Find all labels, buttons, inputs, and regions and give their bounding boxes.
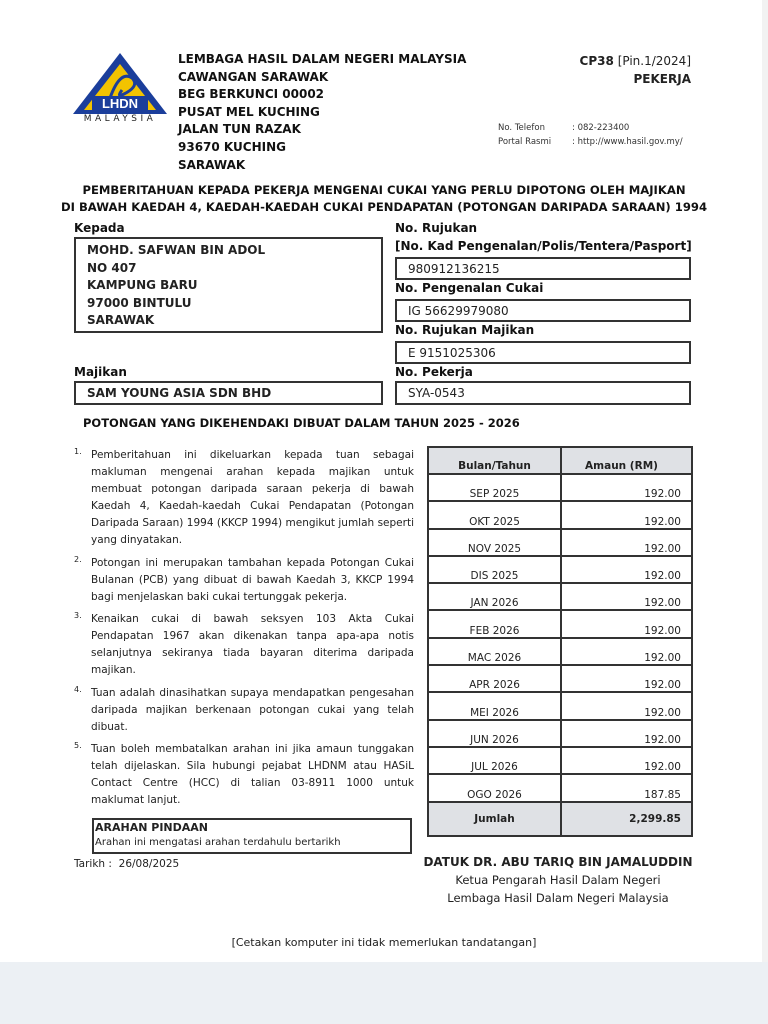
form-code bbox=[580, 52, 691, 88]
address-line: PUSAT MEL KUCHING bbox=[178, 104, 320, 119]
month-cell: APR 2026 bbox=[428, 665, 561, 692]
employer-label: Majikan bbox=[74, 365, 127, 379]
note-text: Potongan ini merupakan tambahan kepada Potongan Cukai Bulanan (PCB) yang dibuat di bawah Kaedah 3, KKCP 1994 bagi menjelaskan baki cukai tertunggak pekerja. bbox=[91, 556, 414, 603]
form-code-id: CP38 bbox=[579, 54, 614, 68]
employee-no-label: No. Pekerja bbox=[395, 365, 473, 379]
recipient-box bbox=[74, 237, 383, 333]
title-line-1: PEMBERITAHUAN KEPADA PEKERJA MENGENAI CUKAI YANG PERLU DIPOTONG OLEH MAJIKAN bbox=[82, 183, 686, 197]
amount-cell: 192.00 bbox=[561, 529, 692, 556]
signatory-title-1: Ketua Pengarah Hasil Dalam Negeri bbox=[455, 873, 661, 887]
ic-label: [No. Kad Pengenalan/Polis/Tentera/Pasport] bbox=[395, 239, 692, 253]
month-cell: SEP 2025 bbox=[428, 474, 561, 501]
employer-box bbox=[74, 381, 383, 405]
deduction-section-title: POTONGAN YANG DIKEHENDAKI DIBUAT DALAM TAHUN 2025 - 2026 bbox=[83, 416, 520, 430]
note-number: 3. bbox=[74, 611, 82, 620]
portal-link[interactable]: : http://www.hasil.gov.my/ bbox=[572, 137, 683, 147]
tax-id-box bbox=[395, 299, 691, 322]
amendment-title: ARAHAN PINDAAN bbox=[95, 821, 208, 834]
employer-ref-value: E 9151025306 bbox=[408, 346, 496, 360]
reference-label: No. Rujukan bbox=[395, 221, 478, 235]
amount-cell: 192.00 bbox=[561, 474, 692, 501]
portal-label: Portal Rasmi bbox=[498, 137, 552, 147]
note-text: Tuan boleh membatalkan arahan ini jika amaun tunggakan telah dijelaskan. Sila hubungi pejabat LHDNM atau HASiL Contact Centre (HCC) di talian 03-8911 1000 untuk maklumat lanjut. bbox=[91, 743, 414, 806]
address-line: BEG BERKUNCI 00002 bbox=[178, 87, 325, 102]
amount-cell: 192.00 bbox=[561, 610, 692, 637]
table-row bbox=[428, 692, 692, 719]
note-item bbox=[74, 685, 414, 736]
address-line: SARAWAK bbox=[178, 157, 246, 172]
issue-date bbox=[74, 858, 179, 870]
total-row bbox=[428, 802, 692, 836]
notes-list bbox=[74, 447, 414, 815]
address-line: LEMBAGA HASIL DALAM NEGERI MALAYSIA bbox=[178, 52, 467, 66]
address-line: CAWANGAN SARAWAK bbox=[178, 69, 329, 84]
address-line: JALAN TUN RAZAK bbox=[178, 122, 301, 137]
document-title bbox=[0, 182, 768, 216]
table-row bbox=[428, 638, 692, 665]
table-row bbox=[428, 474, 692, 501]
column-header-month: Bulan/Tahun bbox=[428, 447, 561, 474]
note-item bbox=[74, 741, 414, 809]
month-cell: JUL 2026 bbox=[428, 747, 561, 774]
amount-cell: 192.00 bbox=[561, 720, 692, 747]
month-cell: NOV 2025 bbox=[428, 529, 561, 556]
table-row bbox=[428, 720, 692, 747]
table-row bbox=[428, 665, 692, 692]
amount-cell: 192.00 bbox=[561, 692, 692, 719]
note-item bbox=[74, 611, 414, 679]
vertical-scrollbar[interactable] bbox=[762, 0, 768, 962]
note-text: Kenaikan cukai di bawah seksyen 103 Akta Cukai Pendapatan 1967 akan dikenakan tanpa apa-apa notis selanjutnya sekiranya tiada bayaran diterima daripada majikan. bbox=[91, 613, 414, 676]
note-number: 2. bbox=[74, 554, 82, 564]
note-number: 5. bbox=[74, 741, 82, 750]
amount-cell: 192.00 bbox=[561, 638, 692, 665]
recipient-line: KAMPUNG BARU bbox=[87, 278, 198, 292]
form-type: PEKERJA bbox=[633, 72, 691, 86]
total-value: 2,299.85 bbox=[561, 802, 692, 836]
computer-print-note: [Cetakan komputer ini tidak memerlukan tandatangan] bbox=[231, 936, 537, 949]
month-cell: MAC 2026 bbox=[428, 638, 561, 665]
amount-cell: 192.00 bbox=[561, 501, 692, 528]
logo-acronym: LHDN bbox=[101, 96, 139, 111]
total-label: Jumlah bbox=[428, 802, 561, 836]
office-address bbox=[178, 51, 466, 174]
employer-name: SAM YOUNG ASIA SDN BHD bbox=[87, 386, 272, 400]
amount-cell: 187.85 bbox=[561, 774, 692, 801]
month-cell: DIS 2025 bbox=[428, 556, 561, 583]
form-version: [Pin.1/2024] bbox=[617, 54, 691, 68]
title-line-2: DI BAWAH KAEDAH 4, KAEDAH-KAEDAH CUKAI PENDAPATAN (POTONGAN DARIPADA SARAAN) 1994 bbox=[60, 200, 708, 214]
tax-id-value: IG 56629979080 bbox=[408, 304, 509, 318]
table-body bbox=[428, 474, 692, 836]
note-number: 1. bbox=[74, 447, 82, 456]
table-row bbox=[428, 501, 692, 528]
signatory-name: DATUK DR. ABU TARIQ BIN JAMALUDDIN bbox=[423, 855, 693, 869]
recipient-line: 97000 BINTULU bbox=[87, 295, 192, 310]
recipient-line: SARAWAK bbox=[87, 313, 155, 327]
note-text: Pemberitahuan ini dikeluarkan kepada tuan sebagai makluman mengenai arahan kepada majikan untuk membuat potongan daripada saraan pekerja di bawah Kaedah 4, Kaedah-kaedah Cukai Pendapatan (Potongan Daripada Saraan) 1994 (KKCP 1994) mengikut jumlah seperti yang dinyatakan. bbox=[91, 449, 414, 546]
employer-ref-label: No. Rujukan Majikan bbox=[395, 323, 535, 337]
note-number: 4. bbox=[74, 684, 82, 694]
employer-ref-box bbox=[395, 341, 691, 364]
contact-info bbox=[498, 121, 683, 149]
month-cell: JUN 2026 bbox=[428, 720, 561, 747]
ic-box bbox=[395, 257, 691, 280]
signatory-block bbox=[420, 855, 696, 907]
recipient-line: MOHD. SAFWAN BIN ADOL bbox=[87, 243, 266, 257]
amendment-text: Arahan ini mengatasi arahan terdahulu bertarikh bbox=[95, 837, 341, 848]
phone-value: : 082-223400 bbox=[572, 123, 630, 133]
column-header-amount: Amaun (RM) bbox=[561, 447, 692, 474]
table-row bbox=[428, 610, 692, 637]
table-row bbox=[428, 556, 692, 583]
address-line: 93670 KUCHING bbox=[178, 139, 286, 154]
note-item bbox=[74, 555, 414, 606]
logo-country: MALAYSIA bbox=[83, 114, 157, 124]
phone-label: No. Telefon bbox=[498, 123, 545, 133]
date-value: 26/08/2025 bbox=[118, 858, 180, 870]
tax-id-label: No. Pengenalan Cukai bbox=[395, 281, 544, 295]
amount-cell: 192.00 bbox=[561, 665, 692, 692]
deduction-table bbox=[427, 446, 693, 837]
month-cell: MEI 2026 bbox=[428, 692, 561, 719]
amount-cell: 192.00 bbox=[561, 583, 692, 610]
month-cell: OKT 2025 bbox=[428, 501, 561, 528]
table-row bbox=[428, 583, 692, 610]
recipient-label: Kepada bbox=[74, 221, 125, 235]
month-cell: JAN 2026 bbox=[428, 583, 561, 610]
note-item bbox=[74, 447, 414, 549]
ic-value: 980912136215 bbox=[408, 262, 500, 276]
employee-no-value: SYA-0543 bbox=[408, 386, 465, 400]
signatory-title-2: Lembaga Hasil Dalam Negeri Malaysia bbox=[447, 891, 669, 905]
table-row bbox=[428, 747, 692, 774]
table-header-row bbox=[428, 447, 692, 474]
table-row bbox=[428, 774, 692, 801]
recipient-line: NO 407 bbox=[87, 260, 137, 275]
date-label: Tarikh : bbox=[74, 858, 112, 870]
amendment-box bbox=[92, 818, 412, 854]
employee-no-box bbox=[395, 381, 691, 405]
amount-cell: 192.00 bbox=[561, 747, 692, 774]
amount-cell: 192.00 bbox=[561, 556, 692, 583]
month-cell: OGO 2026 bbox=[428, 774, 561, 801]
note-text: Tuan adalah dinasihatkan supaya mendapatkan pengesahan daripada majikan berkenaan potongan cukai yang telah dibuat. bbox=[91, 686, 414, 733]
month-cell: FEB 2026 bbox=[428, 610, 561, 637]
table-row bbox=[428, 529, 692, 556]
